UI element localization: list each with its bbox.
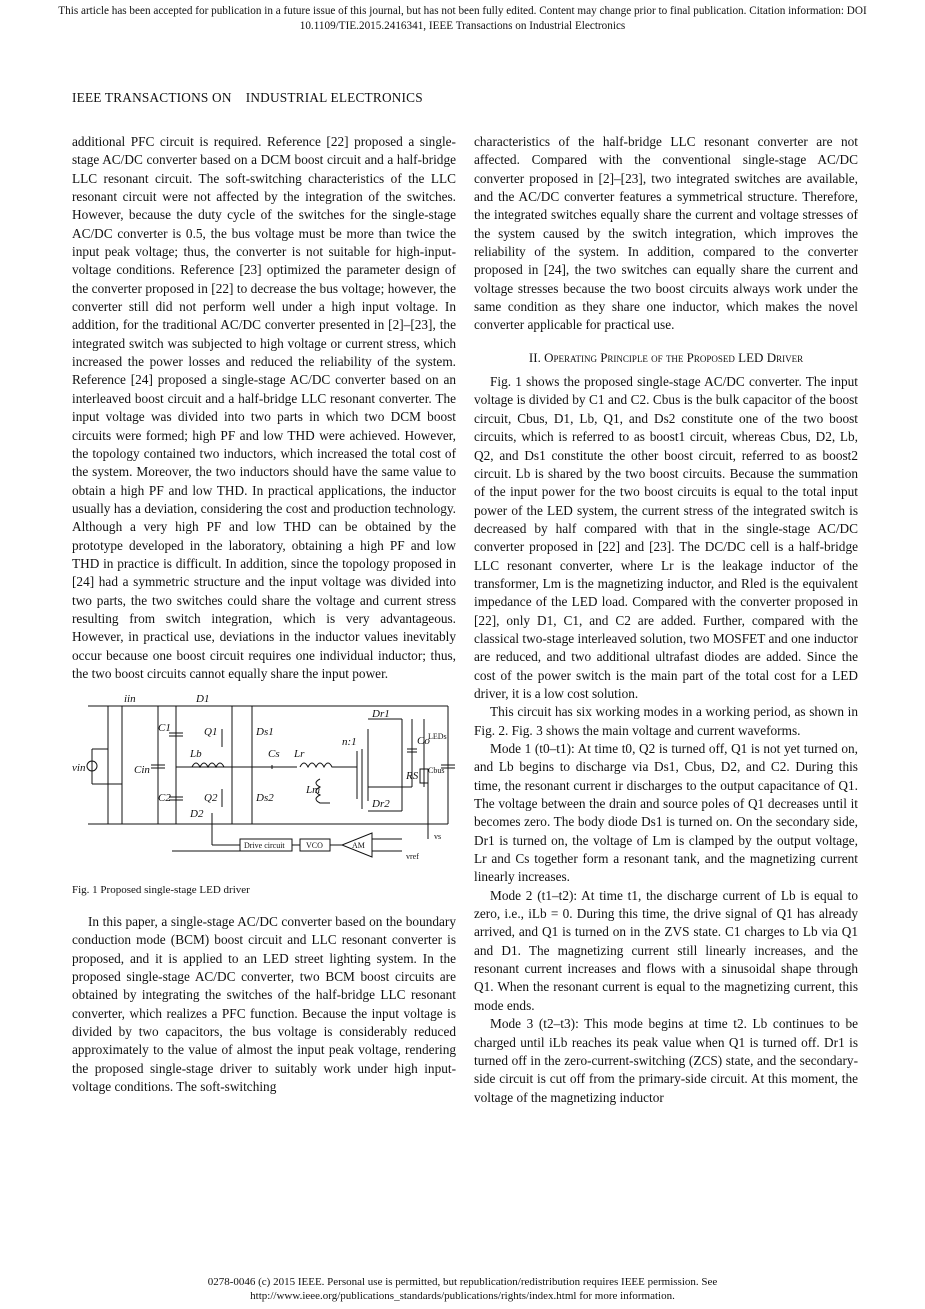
label-lr: Lr: [294, 748, 305, 761]
figure-1-circuit: [72, 689, 456, 869]
label-lb: Lb: [190, 748, 202, 761]
label-cs: Cs: [268, 748, 280, 761]
label-d2: D2: [190, 808, 204, 821]
paragraph: This circuit has six working modes in a working period, as shown in Fig. 2. Fig. 3 shows the main voltage and current waveforms.: [474, 704, 858, 738]
label-dr1: Dr1: [372, 708, 390, 721]
paragraph: additional PFC circuit is required. Reference [22] proposed a single-stage AC/DC converter based on a DCM boost circuit and a half-bridge LLC resonant circuit. The soft-switching characteristics of the LLC resonant circuit were not affected by the integration of the switches. However, because the duty cycle of the switches for the single-stage AC/DC converter is 0.5, the bus voltage must be more than twice the input peak voltage; thus, the converter is not suitable for high-input-voltage conditions. Reference [23] optimized the parameter design of the converter proposed in [22] to decrease the bus voltage; however, the converter still did not perform well under a high input voltage. In addition, for the traditional AC/DC converter presented in [2]–[23], the integrated switch was subjected to high voltage or current stress, which increased the power losses and reduced the reliability of the system. Reference [24] proposed a single-stage AC/DC converter based on an interleaved boost circuit and a half-bridge LLC resonant converter. The input voltage was divided into two parts in which two DCM boost circuits were formed; high PF and low THD were achieved. However, the topology contained two inductors, which increased the total cost of the system. Moreover, the two inductors should have the same value to obtain a high PF and low THD. In practical applications, the inductor usually has a deviation, considering the cost and production technology. Although a very high PF and low THD can be obtained by the prototype developed in the laboratory, obtaining a high PF and low THD in practice is difficult. In addition, since the topology proposed in [24] had a symmetric structure and the input voltage was divided into two parts, the two switches could share the voltage and current stress resulting from switch integration, which is very advantageous. However, in practical use, deviations in the inductor values inevitably occur because one boost circuit requires one individual inductor; thus, the two boost circuits cannot equally share the input power.: [72, 134, 456, 681]
paragraph: In this paper, a single-stage AC/DC converter based on the boundary conduction mode (BCM) boost circuit and LLC resonant converter is proposed, and it is applied to an LED street lighting system. In the proposed single-stage AC/DC converter, two BCM boost circuits are obtained by integrating the switches of the half-bridge LLC resonant converter, which realizes a PFC function. Because the input voltage is divided by two capacitors, the bus voltage is considerably reduced approximately to the value of almost the input peak voltage, rendering the proposed single-stage driver to suitably work under high input-voltage conditions. The soft-switching: [72, 914, 456, 1095]
label-co: Co: [417, 735, 430, 748]
left-column: [72, 133, 456, 1096]
paragraph: Fig. 1 shows the proposed single-stage AC/DC converter. The input voltage is divided by C1 and C2. Cbus is the bulk capacitor of the boost circuit, Cbus, D1, Lb, Q1, and Ds2 constitute one of the two boost circuits, which is referred to as boost1 circuit, whereas Cbus, D2, Lb, Q2, and Ds1 constitute the other boost circuit, referred to as boost2 circuit. Lb is shared by the two boost circuits. Because the summation of the input power for the two boost circuits is equal to the total input power of the LED system, the current stress of the integrated switch is decreased by half compared with that in the single-stage AC/DC converter proposed in [22] and [23]. The DC/DC cell is a half-bridge LLC resonant converter, where Lr is the leakage inductor of the transformer, Lm is the magnetizing inductor, and Rled is the equivalent impedance of the LED load. Compared with the converter proposed in [22], only D1, C1, and C2 are added. Further, compared with the classical two-stage interleaved solution, two MOSFET and one inductor are reduced, and two additional ultrafast diodes are added. Since the cost of the power switch is the main part of the total cost for a LED driver, it is a low cost solution.: [474, 374, 858, 701]
label-leds: LEDs: [428, 732, 447, 742]
figure-caption: Fig. 1 Proposed single-stage LED driver: [72, 883, 250, 896]
paragraph: Mode 2 (t1–t2): At time t1, the discharge current of Lb is equal to zero, i.e., iLb = 0. During this time, the drive signal of Q1 has already arrived, and Q1 is turned on in the ZVS state. C1 charges to Lb via Q1 and D1. The magnetizing current still linearly increases, and the resonant current increases and flows with a sinusoidal shape through Q1. When the resonant current is equal to the magnetizing current, this mode ends.: [474, 887, 858, 1013]
label-vin: vin: [72, 762, 86, 775]
label-q1: Q1: [204, 726, 218, 739]
paragraph: characteristics of the half-bridge LLC resonant converter are not affected. Compared with the conventional single-stage AC/DC converter proposed in [2]–[23], two integrated switches are available, and the AC/DC converter features a symmetrical structure. Therefore, the integrated switches equally share the current and voltage stresses of the system caused by the switch integration, which improves the reliability of the system. In addition, compared to the converter proposed in [24], the two switches can equally share the current and voltage stresses because the two boost circuits always work under the same condition as they share one inductor, which makes the novel converter applicable for practical use.: [474, 134, 858, 333]
footer-line-1: 0278-0046 (c) 2015 IEEE. Personal use is permitted, but republication/redistribution requires IEEE permission. See: [207, 1276, 718, 1288]
label-dr2: Dr2: [372, 798, 390, 811]
label-c1: C1: [158, 722, 171, 735]
label-q2: Q2: [204, 792, 218, 805]
label-rs: RS: [406, 770, 419, 783]
right-column: [474, 133, 858, 1107]
label-c2: C2: [158, 792, 171, 805]
paragraph: Mode 1 (t0–t1): At time t0, Q2 is turned off, Q1 is not yet turned on, and Lb begins to discharge via Ds1, Cbus, D2, and C2. During this time, the resonant current ir discharges to the output capacitance of Q1. The voltage between the drain and source poles of Q1 decreases until it becomes zero. The body diode Ds1 is turned on. On the secondary side, Dr1 is turned on, the voltage of Lm is clamped by the output voltage, Lr and Cs together form a resonant tank, and the magnetizing current linearly increases.: [474, 741, 858, 885]
label-iin: iin: [124, 693, 136, 706]
running-head: IEEE TRANSACTIONS ON INDUSTRIAL ELECTRONICS: [72, 90, 423, 105]
label-vs: vs: [434, 832, 442, 842]
label-ratio: n:1: [342, 736, 357, 749]
publication-notice: [0, 4, 925, 34]
label-ds1: Ds1: [256, 726, 274, 739]
vco-label: VCO: [306, 841, 323, 851]
label-vref: vref: [406, 852, 419, 862]
notice-line-1: This article has been accepted for publication in a future issue of this journal, but has not been fully edited. Content may change prior to final publication. Citation information: DOI: [58, 5, 867, 17]
copyright-footer: [0, 1275, 925, 1303]
label-d1: D1: [196, 693, 210, 706]
section-heading: II. Operating Principle of the Proposed LED Driver: [528, 349, 804, 365]
paragraph: Mode 3 (t2–t3): This mode begins at time t2. Lb continues to be charged until iLb reaches its peak value when Q1 is turned off. Dr1 is turned off in the zero-current-switching (ZCS) state, and the secondary-side circuit is cut off from the primary-side circuit. At this moment, the voltage of the magnetizing inductor: [474, 1016, 858, 1105]
label-am: AM: [352, 841, 365, 851]
label-cbus: Cbus: [428, 766, 445, 776]
label-ds2: Ds2: [256, 792, 274, 805]
label-lm: Lm: [306, 784, 321, 797]
label-cin: Cin: [134, 764, 150, 777]
notice-line-2: 10.1109/TIE.2015.2416341, IEEE Transactions on Industrial Electronics: [299, 20, 626, 32]
drive-circuit-label: Drive circuit: [244, 841, 285, 851]
footer-line-2: http://www.ieee.org/publications_standards/publications/rights/index.html for more information.: [250, 1290, 675, 1302]
